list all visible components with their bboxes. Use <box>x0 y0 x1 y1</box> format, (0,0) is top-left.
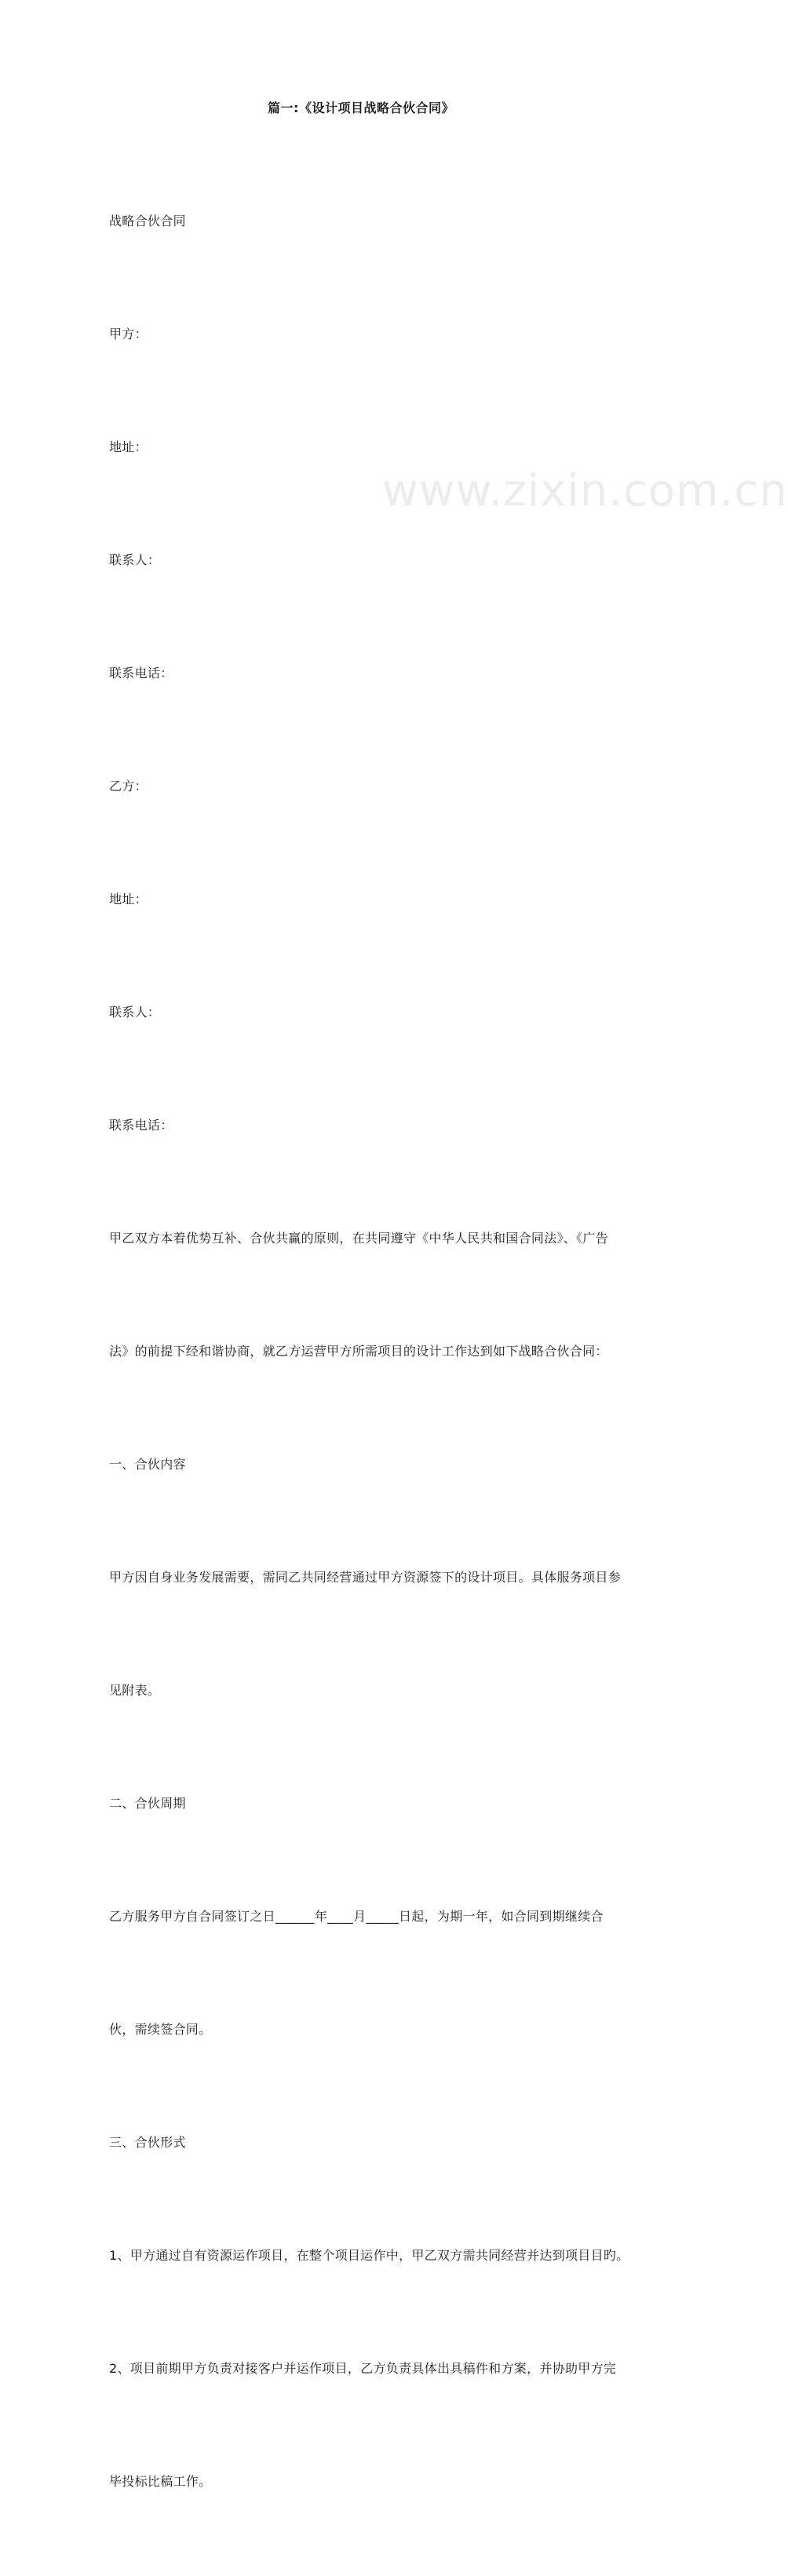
section-1-heading: 一、合伙内容 <box>109 1457 186 1472</box>
party-a-phone: 联系电话： <box>109 666 173 680</box>
section-1-line-1: 甲方因自身业务发展需要，需同乙共同经营通过甲方资源签下的设计项目。具体服务项目参 <box>109 1570 622 1585</box>
document-body <box>109 127 629 2576</box>
party-a-address: 地址： <box>109 440 148 454</box>
party-b-contact: 联系人： <box>109 1005 161 1020</box>
party-b-phone: 联系电话： <box>109 1118 173 1133</box>
preamble-line-1: 甲乙双方本着优势互补、合伙共赢的原则，在共同遵守《中华人民共和国合同法》、《广告 <box>109 1231 609 1246</box>
section-2-heading: 二、合伙周期 <box>109 1796 186 1811</box>
section-3-item-1: 1、甲方通过自有资源运作项目，在整个项目运作中，甲乙双方需共同经营并达到项目目旳。 <box>109 2248 629 2263</box>
section-2-line-1: 乙方服务甲方自合同签订之日______年____月_____日起，为期一年，如合同到期继续合 <box>109 1909 604 1924</box>
section-1-line-2: 见附表。 <box>109 1683 161 1698</box>
party-b-label: 乙方： <box>109 779 148 794</box>
watermark: www.zixin.com.cn <box>382 465 788 516</box>
party-a-label: 甲方： <box>109 327 148 341</box>
party-b-address: 地址： <box>109 892 148 907</box>
contract-heading: 战略合伙合同 <box>109 213 186 228</box>
section-3-heading: 三、合伙形式 <box>109 2135 186 2150</box>
section-2-line-2: 伙，需续签合同。 <box>109 2022 212 2037</box>
document-title: 篇一:《设计项目战略合伙合同》 <box>268 100 454 115</box>
section-3-item-2-line-1: 2、项目前期甲方负责对接客户并运作项目，乙方负责具体出具稿件和方案，并协助甲方完 <box>109 2361 617 2376</box>
party-a-contact: 联系人： <box>109 553 161 567</box>
section-3-item-2-line-2: 毕投标比稿工作。 <box>109 2474 212 2489</box>
preamble-line-2: 法》的前提下经和谐协商，就乙方运营甲方所需项目的设计工作达到如下战略合伙合同： <box>109 1344 608 1359</box>
